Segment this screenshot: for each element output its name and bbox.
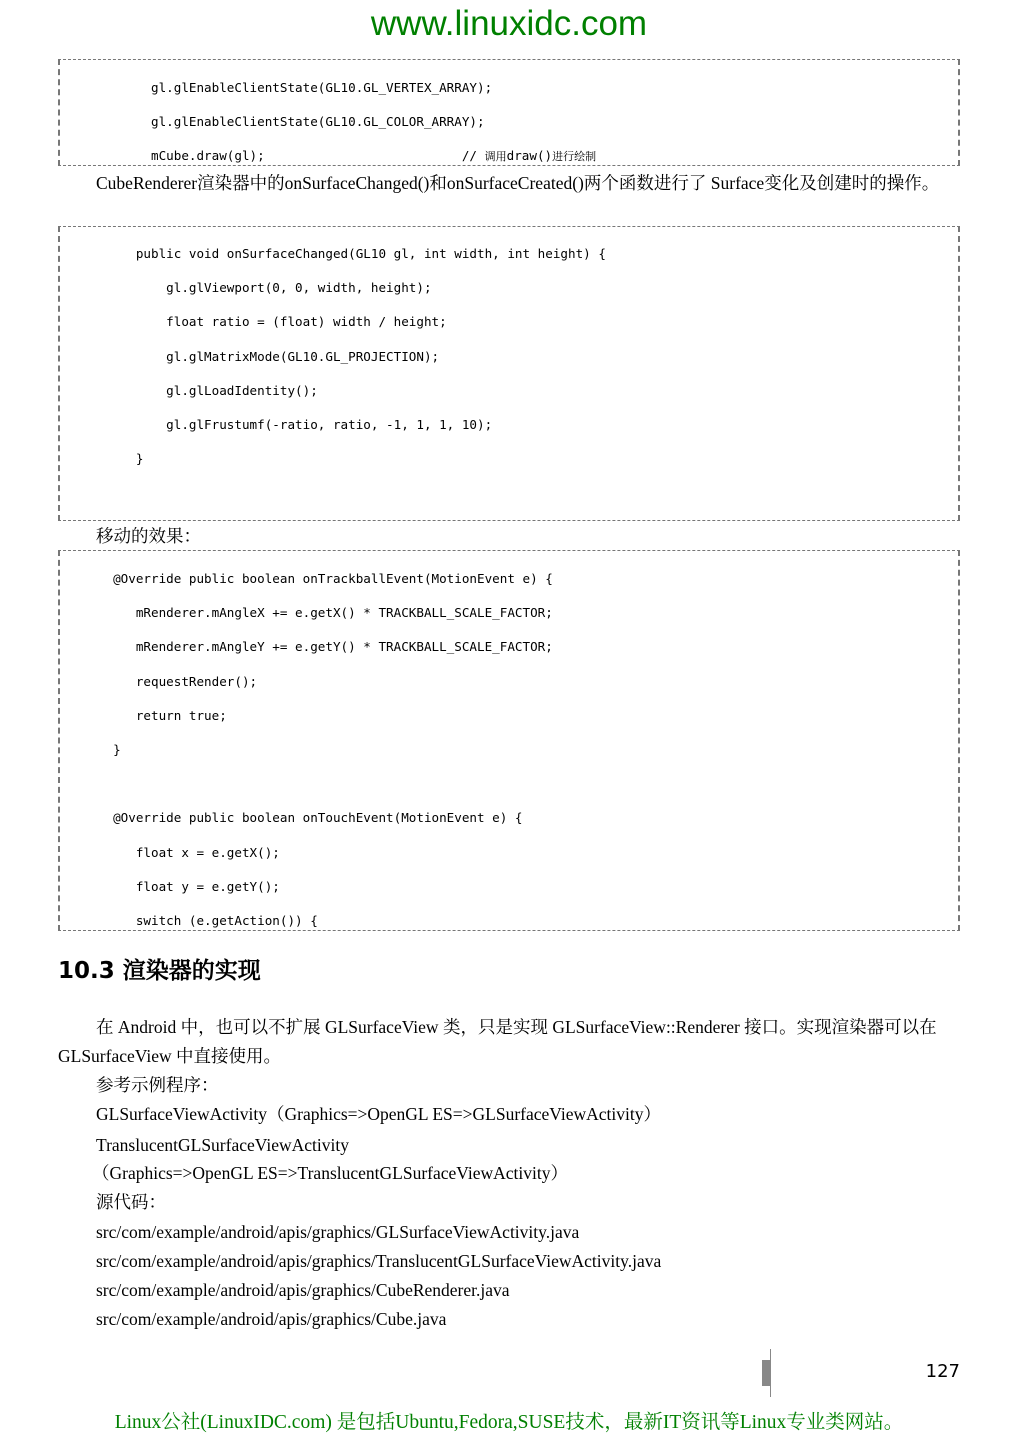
text-line: TranslucentGLSurfaceViewActivity [96,1135,349,1155]
text-line: （Graphics=>OpenGL ES=>TranslucentGLSurfaceViewActivity） [92,1163,568,1183]
page-number: 127 [925,1361,960,1382]
paragraph-renderer-impl: 在 Android 中，也可以不扩展 GLSurfaceView 类，只是实现 GLSurfaceView::Renderer 接口。实现渲染器可以在 GLSurfaceView 中直接使用。 [58,1017,937,1066]
code-line: gl.glViewport(0, 0, width, height); [60,280,432,296]
code-line-text: mCube.draw(gl); // [60,148,485,164]
text-line: GLSurfaceViewActivity（Graphics=>OpenGL ES=>GLSurfaceViewActivity） [96,1104,661,1124]
code-line: float x = e.getX(); [60,844,280,860]
code-line [60,147,958,164]
paragraph-renderer-callbacks: CubeRenderer渲染器中的onSurfaceChanged()和onSurfaceCreated()两个函数进行了 Surface变化及创建时的操作。 [96,173,940,193]
code-line [60,519,958,521]
code-line: mRenderer.mAngleX += e.getX() * TRACKBALL_SCALE_FACTOR; [60,605,553,621]
site-watermark: www.linuxidc.com [370,4,648,43]
code-comment-prefix: 调用 [484,150,507,164]
text-line: 参考示例程序： [96,1075,219,1095]
code-line: } [60,451,144,467]
code-line: gl.glEnableClientState(GL10.GL_COLOR_ARRAY); [60,114,485,130]
code-block-events [58,550,960,931]
code-block-draw [58,59,960,166]
code-line: return true; [60,707,227,723]
text-line: src/com/example/android/apis/graphics/CubeRenderer.java [96,1280,510,1300]
code-comment-suffix: 进行绘制 [552,150,597,164]
page-number-rule [770,1349,771,1397]
code-line: switch (e.getAction()) { [60,912,318,928]
text-line: 源代码： [96,1192,166,1212]
code-line: gl.glFrustumf(-ratio, ratio, -1, 1, 1, 10); [60,417,493,433]
code-line: gl.glEnableClientState(GL10.GL_VERTEX_ARRAY); [60,80,493,96]
code-line: float ratio = (float) width / height; [60,314,447,330]
text-line: src/com/example/android/apis/graphics/GLSurfaceViewActivity.java [96,1222,580,1242]
footer-watermark: Linux公社(LinuxIDC.com) 是包括Ubuntu,Fedora,SUSE技术，最新IT资讯等Linux专业类网站。 [114,1412,904,1433]
code-line: gl.glLoadIdentity(); [60,382,318,398]
paragraph-move-effect: 移动的效果： [96,526,201,546]
code-line: mRenderer.mAngleY += e.getY() * TRACKBALL_SCALE_FACTOR; [60,639,553,655]
section-heading: 10.3 渲染器的实现 [58,958,261,984]
page-number-marker [762,1360,770,1386]
code-line: gl.glMatrixMode(GL10.GL_PROJECTION); [60,348,440,364]
code-line: @Override public boolean onTouchEvent(MotionEvent e) { [60,810,523,826]
code-line: public void onSurfaceChanged(GL10 gl, int width, int height) { [60,246,606,262]
code-line [60,775,958,792]
code-comment-method: draw() [506,148,553,164]
code-line: } [60,742,121,758]
code-line [60,484,958,501]
code-line: float y = e.getY(); [60,878,280,894]
code-block-surface [58,226,960,521]
text-line: src/com/example/android/apis/graphics/Cube.java [96,1309,447,1329]
code-line: @Override public boolean onTrackballEvent(MotionEvent e) { [60,571,553,587]
text-line: src/com/example/android/apis/graphics/TranslucentGLSurfaceViewActivity.java [96,1251,662,1271]
code-line: requestRender(); [60,673,258,689]
